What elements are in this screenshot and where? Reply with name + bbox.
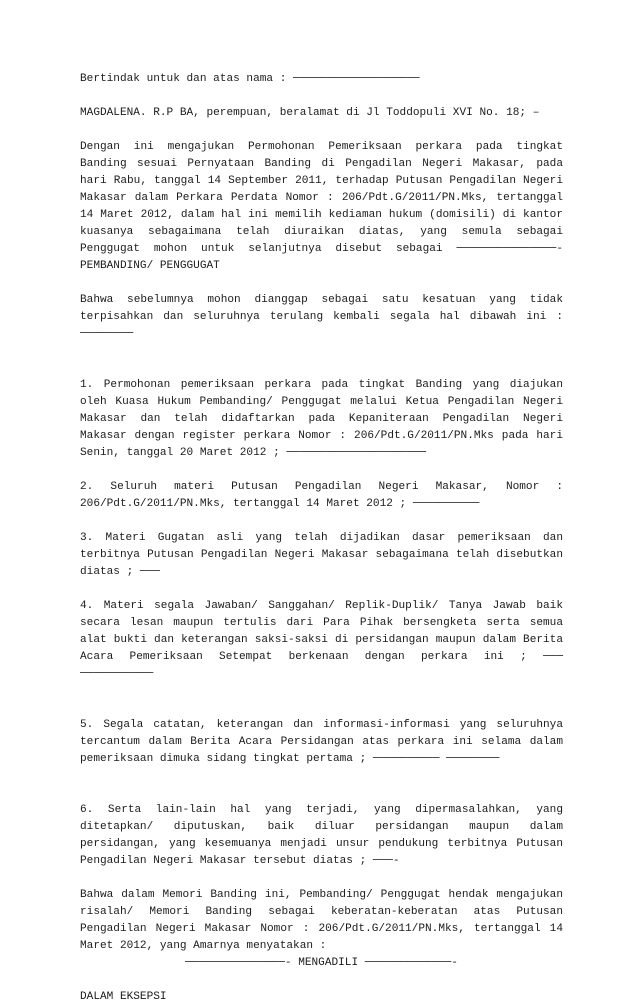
list-item-2: 2. Seluruh materi Putusan Pengadilan Negeri Makasar, Nomor : 206/Pdt.G/2011/PN.Mks, tertanggal 14 Maret 2012 ; ────────── [80, 481, 563, 510]
list-item-5: 5. Segala catatan, keterangan dan informasi-informasi yang seluruhnya tercantum dalam Berita Acara Persidangan atas perkara ini selama dalam pemeriksaan dimuka sidang tingkat pertama ; ────────── ──────── [80, 719, 563, 765]
paragraph-memorandum: Bahwa dalam Memori Banding ini, Pembanding/ Penggugat hendak mengajukan risalah/ Memori Banding sebagai keberatan-keberatan atas Putusan Pengadilan Negeri Makasar Nomor : 206/Pdt.G/2011/PN.Mks, tertanggal 14 Maret 2012, yang Amarnya menyatakan : [80, 889, 563, 952]
document-page [80, 71, 563, 1006]
list-item-1: 1. Permohonan pemeriksaan perkara pada tingkat Banding yang diajukan oleh Kuasa Hukum Pembanding/ Penggugat melalui Ketua Pengadilan Negeri Makasar dan telah didaftarkan pada Kepaniteraan Pengadilan Negeri Makasar dengan register perkara Nomor : 206/Pdt.G/2011/PN.Mks pada hari Senin, tanggal 20 Maret 2012 ; ───────────────────── [80, 379, 563, 459]
paragraph-appeal-request: Dengan ini mengajukan Permohonan Pemeriksaan perkara pada tingkat Banding sesuai Pernyataan Banding di Pengadilan Negeri Makasar, pada hari Rabu, tanggal 14 September 2011, terhadap Putusan Pengadilan Negeri Makasar dalam Perkara Perdata Nomor : 206/Pdt.G/2011/PN.Mks, tertanggal 14 Maret 2012, dalam hal ini memilih kediaman hukum (domisili) di kantor kuasanya sebagaimana telah diuraikan diatas, yang semula sebagai Penggugat mohon untuk selanjutnya disebut sebagai ───────────────- PEMBANDING/ PENGGUGAT [80, 141, 563, 272]
list-item-4: 4. Materi segala Jawaban/ Sanggahan/ Replik-Duplik/ Tanya Jawab baik secara lesan maupun tertulis dari Para Pihak bersengketa serta semua alat bukti dan keterangan saksi-saksi di persidangan maupun dalam Berita Acara Pemeriksaan Setempat berkenaan dengan perkara ini ; ─── ─────────── [80, 600, 563, 680]
list-item-6: 6. Serta lain-lain hal yang terjadi, yang dipermasalahkan, yang ditetapkan/ diputuskan, baik diluar persidangan maupun dalam persidangan, yang kesemuanya menjadi unsur pendukung terbitnya Putusan Pengadilan Negeri Makasar tersebut diatas ; ───- [80, 804, 563, 867]
list-item-3: 3. Materi Gugatan asli yang telah dijadikan dasar pemeriksaan dan terbitnya Putusan Pengadilan Negeri Makasar sebagaimana telah disebutkan diatas ; ─── [80, 532, 563, 578]
paragraph-party: MAGDALENA. R.P BA, perempuan, beralamat di Jl Toddopuli XVI No. 18; – [80, 107, 540, 119]
paragraph-authority: Bertindak untuk dan atas nama : ─────────────────── [80, 73, 420, 85]
paragraph-whereas: Bahwa sebelumnya mohon dianggap sebagai satu kesatuan yang tidak terpisahkan dan seluruhnya terulang kembali segala hal dibawah ini : ──────── [80, 294, 563, 340]
section-heading-mengadili: ───────────────- MENGADILI ─────────────- [185, 957, 458, 969]
section-heading-eksepsi: DALAM EKSEPSI [80, 991, 167, 1003]
